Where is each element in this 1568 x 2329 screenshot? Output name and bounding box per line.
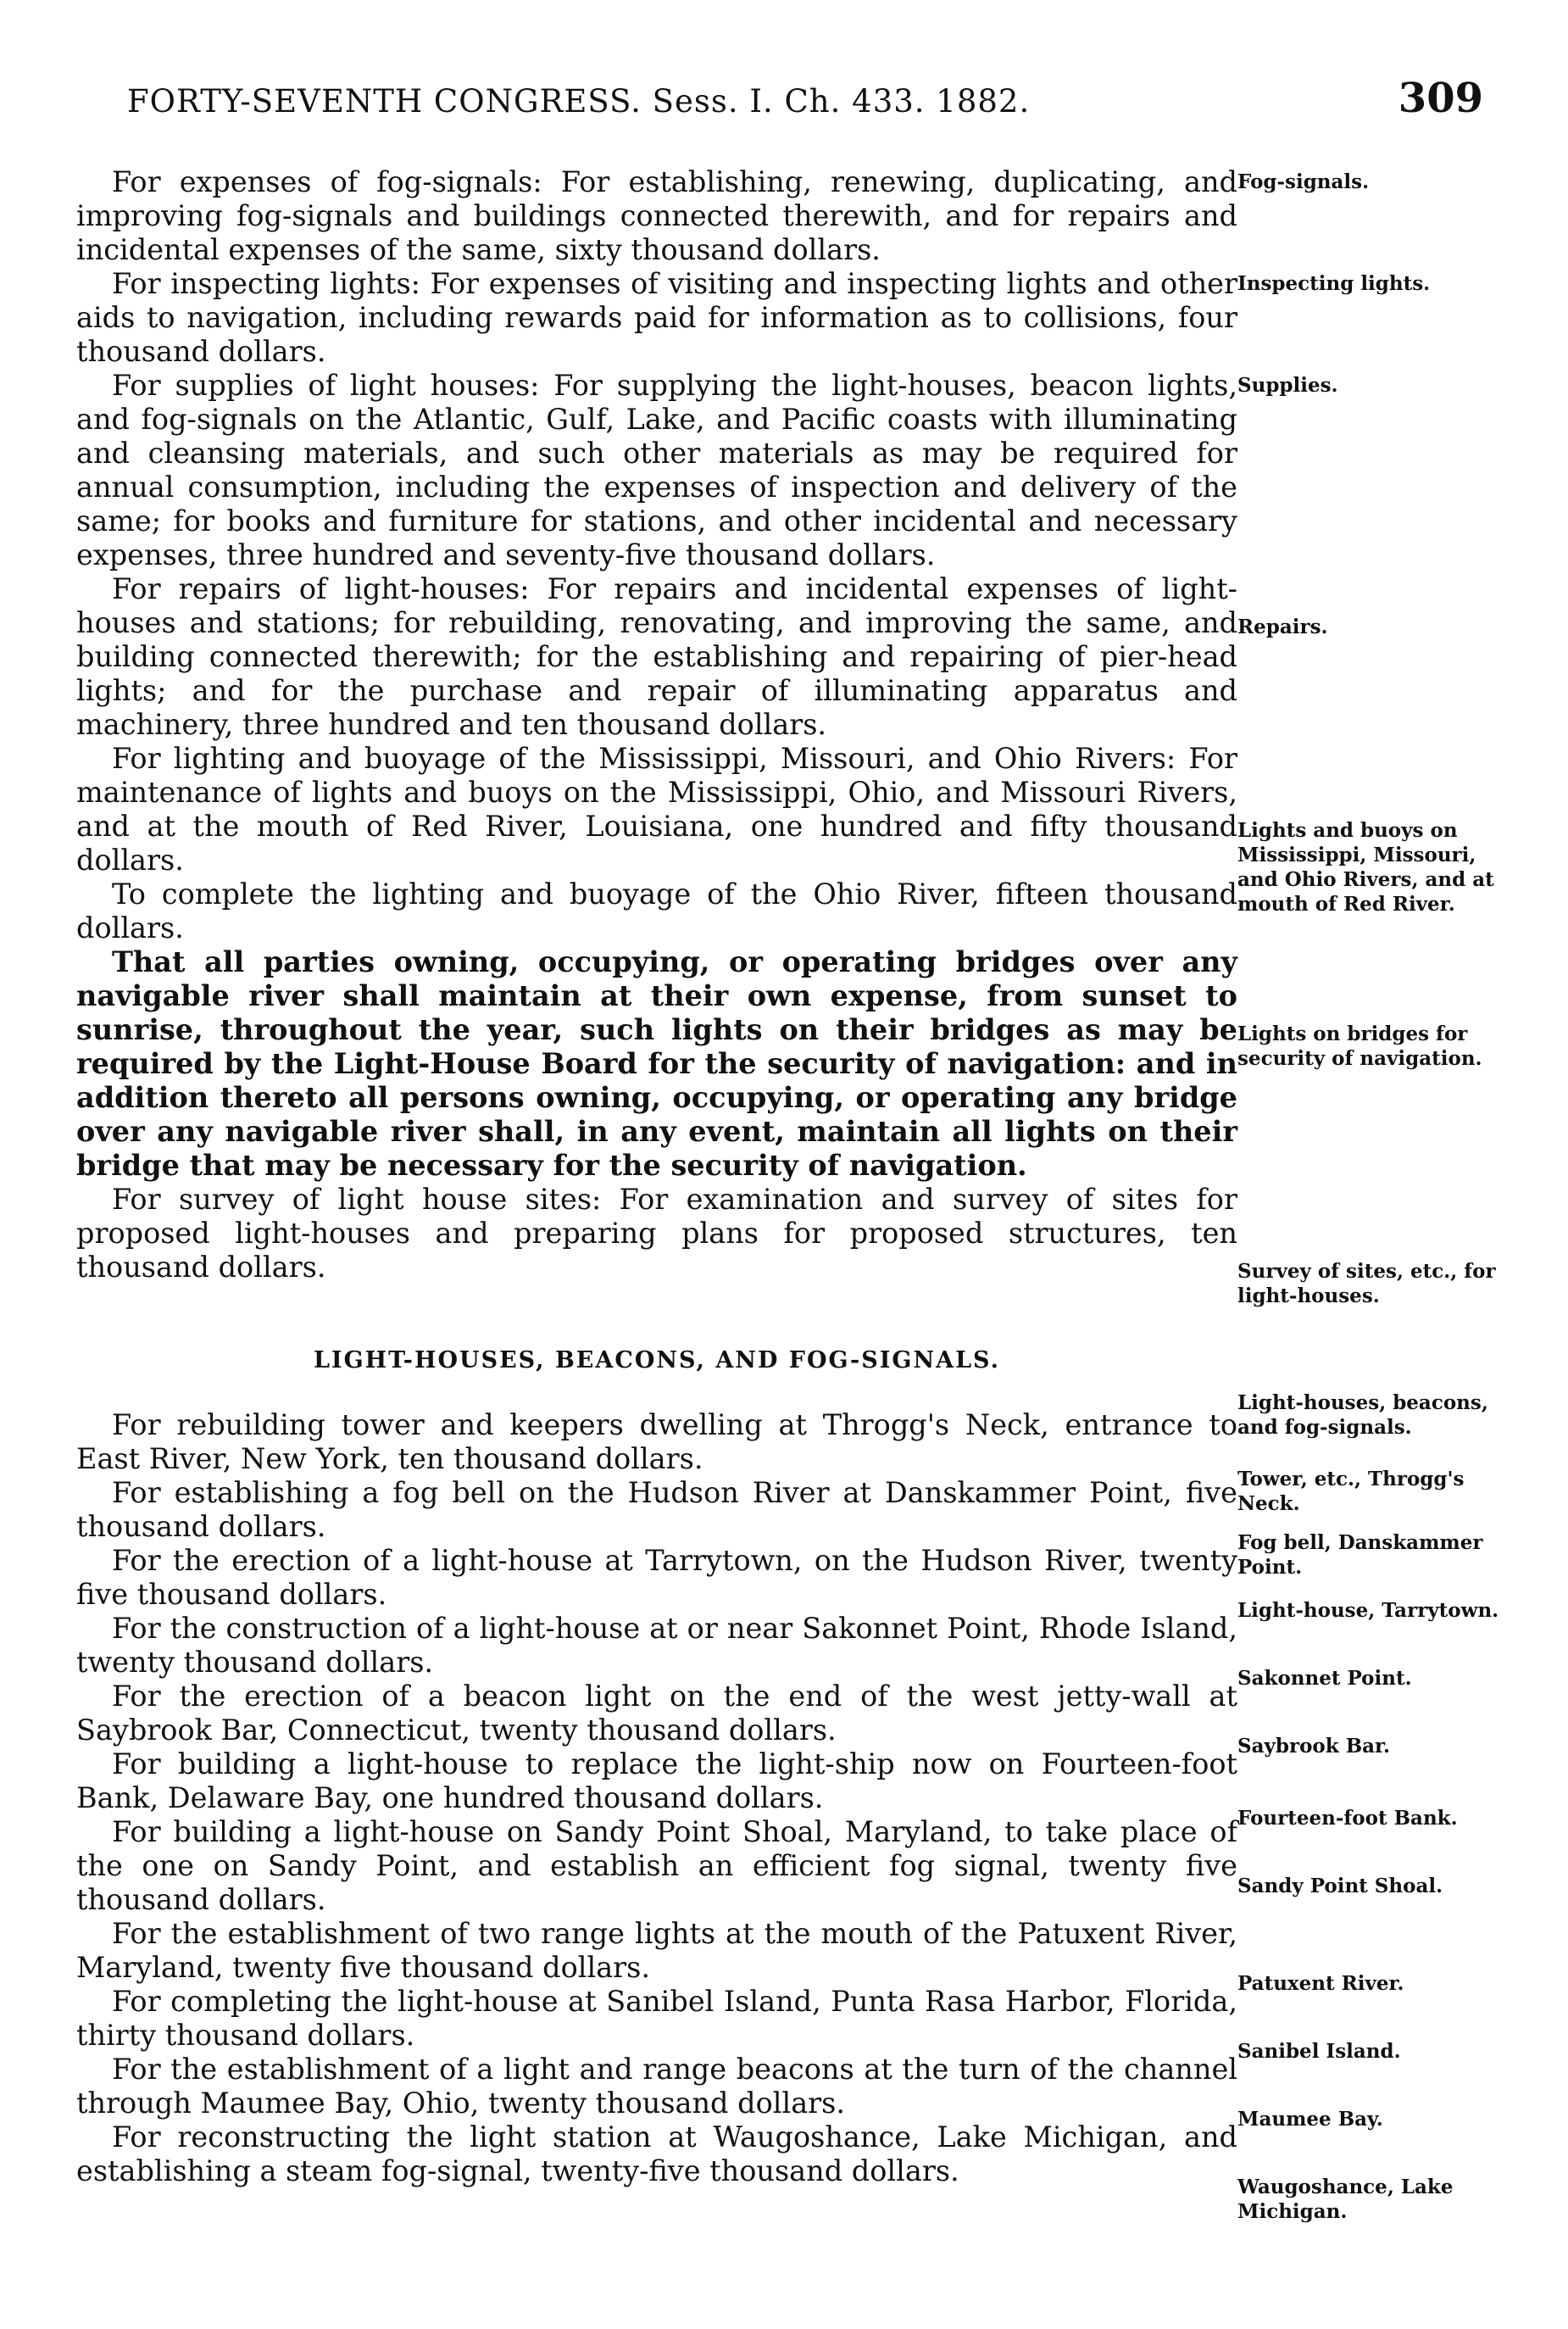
margin-note: Survey of sites, etc., for light-houses. [1237, 1260, 1496, 1307]
paragraph-mississippi-lighting: For lighting and buoyage of the Mississippi, Missouri, and Ohio Rivers: For maintenance of lights and buoys on the Mississippi, Ohio, and Missouri Rivers, and at the mouth of Red River, Louisiana, one hundred and fifty thousand dollars. [76, 742, 1237, 877]
margin-note: Repairs. [1237, 616, 1328, 638]
item-fourteen-foot-bank: For building a light-house to replace the light-ship now on Fourteen-foot Bank, Delaware Bay, one hundred thousand dollars. [76, 1747, 1237, 1814]
paragraph-fog-signals: For expenses of fog-signals: For establishing, renewing, duplicating, and improving fog-signals and buildings connected therewith, and for repairs and incidental expenses of the same, sixty thousand dollars. [76, 165, 1237, 266]
page-number: 309 [1398, 75, 1483, 122]
running-title: FORTY-SEVENTH CONGRESS. Sess. I. Ch. 433. 1882. [127, 83, 1031, 120]
item-patuxent-river: For the establishment of two range lights at the mouth of the Patuxent River, Maryland, twenty five thousand dollars. [76, 1917, 1237, 1984]
margin-note: Sakonnet Point. [1237, 1667, 1412, 1690]
margin-note: Fog bell, Danskammer Point. [1237, 1531, 1483, 1579]
item-sakonnet-point: For the construction of a light-house at or near Sakonnet Point, Rhode Island, twenty thousand dollars. [76, 1612, 1237, 1679]
margin-note: Inspecting lights. [1237, 272, 1431, 295]
section-title: LIGHT-HOUSES, BEACONS, AND FOG-SIGNALS. [313, 1347, 1000, 1373]
paragraph-survey-sites: For survey of light house sites: For examination and survey of sites for proposed light-houses and preparing plans for proposed structures, ten thousand dollars. [76, 1183, 1237, 1284]
paragraph-ohio-river: To complete the lighting and buoyage of the Ohio River, fifteen thousand dollars. [76, 878, 1237, 944]
margin-note: Lights on bridges for security of navigation. [1237, 1022, 1482, 1070]
margin-note: Supplies. [1237, 374, 1338, 397]
item-tarrytown: For the erection of a light-house at Tarrytown, on the Hudson River, twenty five thousand dollars. [76, 1544, 1237, 1611]
margin-note: Light-houses, beacons, and fog-signals. [1237, 1391, 1488, 1439]
margin-note: Fog-signals. [1237, 170, 1370, 193]
item-sandy-point-shoal: For building a light-house on Sandy Point Shoal, Maryland, to take place of the one on Sandy Point, and establish an efficient fog signal, twenty five thousand dollars. [76, 1815, 1237, 1916]
item-throggs-neck: For rebuilding tower and keepers dwelling at Throgg's Neck, entrance to East River, New York, ten thousand dollars. [76, 1408, 1237, 1475]
item-danskammer-point: For establishing a fog bell on the Hudson River at Danskammer Point, five thousand dollars. [76, 1476, 1237, 1543]
paragraph-repairs: For repairs of light-houses: For repairs and incidental expenses of light-houses and stations; for rebuilding, renovating, and improving the same, and building connected therewith; for the establishing and repairing of pier-head lights; and for the purchase and repair of illuminating apparatus and machinery, three hundred and ten thousand dollars. [76, 572, 1237, 741]
margin-note: Saybrook Bar. [1237, 1735, 1391, 1758]
margin-note: Sandy Point Shoal. [1237, 1875, 1443, 1897]
page-header [127, 75, 1483, 134]
margin-note: Fourteen-foot Bank. [1237, 1807, 1458, 1830]
item-saybrook-bar: For the erection of a beacon light on the end of the west jetty-wall at Saybrook Bar, Connecticut, twenty thousand dollars. [76, 1680, 1237, 1747]
item-sanibel-island: For completing the light-house at Sanibel Island, Punta Rasa Harbor, Florida, thirty thousand dollars. [76, 1985, 1237, 2052]
margin-note: Tower, etc., Throgg's Neck. [1237, 1468, 1465, 1515]
paragraph-inspecting-lights: For inspecting lights: For expenses of visiting and inspecting lights and other aids to navigation, including rewards paid for information as to collisions, four thousand dollars. [76, 267, 1237, 368]
margin-note: Maumee Bay. [1237, 2108, 1383, 2131]
paragraph-supplies: For supplies of light houses: For supplying the light-houses, beacon lights, and fog-signals on the Atlantic, Gulf, Lake, and Pacific coasts with illuminating and cleansing materials, and such other materials as may be required for annual consumption, including the expenses of inspection and delivery of the same; for books and furniture for stations, and other incidental and necessary expenses, three hundred and seventy-five thousand dollars. [76, 369, 1237, 571]
paragraph-bridge-lights: That all parties owning, occupying, or operating bridges over any navigable river shall maintain at their own expense, from sunset to sunrise, throughout the year, such lights on their bridges as may be required by the Light-House Board for the security of navigation: and in addition thereto all persons owning, occupying, or operating any bridge over any navigable river shall, in any event, maintain all lights on their bridge that may be necessary for the security of navigation. [76, 945, 1237, 1182]
item-waugoshance: For reconstructing the light station at Waugoshance, Lake Michigan, and establishing a steam fog-signal, twenty-five thousand dollars. [76, 2120, 1237, 2187]
margin-note: Light-house, Tarrytown. [1237, 1599, 1499, 1622]
margin-note: Patuxent River. [1237, 1972, 1404, 1995]
item-maumee-bay: For the establishment of a light and range beacons at the turn of the channel through Maumee Bay, Ohio, twenty thousand dollars. [76, 2053, 1237, 2120]
margin-note: Lights and buoys on Mississippi, Missouri, and Ohio Rivers, and at mouth of Red River. [1237, 819, 1494, 916]
margin-note: Waugoshance, Lake Michigan. [1237, 2176, 1454, 2223]
body-text [76, 165, 1237, 2188]
margin-note: Sanibel Island. [1237, 2040, 1401, 2063]
